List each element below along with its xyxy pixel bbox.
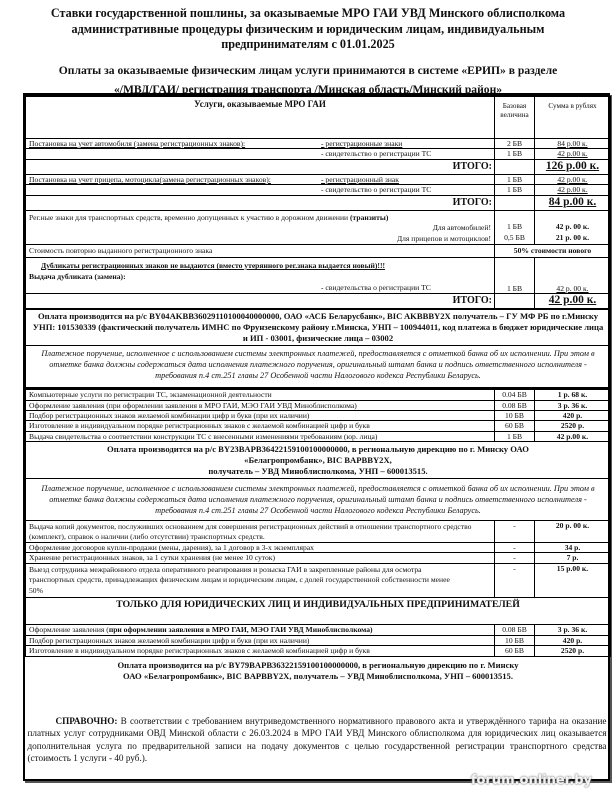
table-row: Оформление заявления (при оформлении заявления в МРО ГАИ, МЭО ГАИ УВД Миноблисполкома) 0.08 БВ 3 р. 36 к.	[26, 625, 611, 635]
car-registration-label: Постановка на учет автомобиля (замена регистрационных знаков):	[29, 139, 246, 148]
reference-note: СПРАВОЧНО: В соответствии с требованием внутриведомственного нормативного правового акта и утверждённого тарифа на оказание платных услуг сотрудниками ОВД Минской области с 26.03.2024 в МРО ГАИ УВД Минского облисполкома для юридических лиц оказывается дополнительная услуга по предварительной записи на подачу документов с целью государственной регистрации транспортного средства (стоимость 1 услуги - 40 руб.).	[27, 715, 607, 764]
table-row: Выдача копий документов, послуживших основанием для совершения регистрационных действий в отношении транспортного средство (комплект), справок о наличии (либо отсутствии) транспортных средств. - 20 р. 00 к.	[26, 521, 611, 543]
payment-details-2: Оплата производится на р/с BY23BAPB36422159100100000000, в региональную дирекцию по г. Минску ОАО «Белагропромбанк», BIC BAPBBY2X, получатель – УВД Миноблисполкома, УНП – 600013515.	[26, 442, 611, 479]
trailer-registration-label: Постановка на учет прицепа, мотоцикла(замена регистрационных знаков):	[29, 174, 271, 184]
car-total: 126 р.00 к.	[535, 159, 611, 174]
table-row: - свидетельство о регистрации ТС 1 БВ 42 р.00 к.	[26, 185, 611, 195]
table-row: Подбор регистрационных знаков желаемой комбинации цифр и букв (при их наличии) 10 БВ 420 р.	[26, 635, 611, 645]
table-row: Компьютерные услуги по регистрации ТС, экзаменационной деятельности 0.04 БВ 1 р. 68 к.	[26, 389, 611, 400]
total-row: ИТОГО: 84 р.00 к.	[26, 195, 611, 210]
table-row: Оформление заявления (при оформлении заявления в МРО ГАИ, МЭО ГАИ УВД Миноблисполкома) 0.08 БВ 3 р. 36 к.	[26, 400, 611, 410]
table-row: Постановка на учет автомобиля (замена регистрационных знаков): - регистрационные знаки 2 БВ 84 р.00 к.	[26, 139, 611, 149]
table-header-row	[26, 97, 611, 139]
trailer-total: 84 р.00 к.	[535, 195, 611, 210]
table-row: Рег.ные знаки для транспортных средств, временно допущенных к участию в дорожном движении (транзиты) Для автомобилей! Для прицепов и мотоциклов! 1 БВ 0,5 БВ 42 р. 00 к. 21 р. 00 к.	[26, 210, 611, 245]
erip-info-line1: Оплаты за оказываемые физическим лицам услуги принимаются в системе «ЕРИП» в разделе	[58, 64, 558, 77]
payment-note-1: Платежное поручение, исполненное с использованием системы электронных платежей, предоставляется с отметкой банка об их исполнении. При этом в отметке банка должны содержаться дата исполнения платежного поручения, оригинальный штамп банка и подпись ответственного исполнителя - требования п.4 ст.251 главы 27 Особенной части Налогового кодекса Республики Беларусь.	[26, 346, 611, 389]
table-row: Оформление договоров купли-продажи (мены, дарения), за 1 договор в 3-х экземплярах - 34 р.	[26, 542, 611, 552]
transit-label: Рег.ные знаки для транспортных средств, временно допущенных к участию в дорожном движении	[29, 212, 349, 222]
table-row: - свидетельство о регистрации ТС 1 БВ 42 р.00 к.	[26, 149, 611, 159]
table-row: Выдача свидетельства о соответствии конструкции ТС с внесенными изменениями требованиям (юр. лица) 1 БВ 42 р.00 к.	[26, 431, 611, 441]
total-row: ИТОГО: 42 р.00 к.	[26, 294, 611, 310]
header-base: Базовая величина	[495, 97, 535, 139]
table-row: Изготовление в индивидуальном порядке регистрационных знаков с желаемой комбинацией цифр и букв 60 БВ 2520 р.	[26, 646, 611, 656]
total-row: ИТОГО: 126 р.00 к.	[26, 159, 611, 174]
payment-note-2: Платежное поручение, исполненное с использованием системы электронных платежей, предоставляется с отметкой банка об их исполнении. При этом в отметке банка должны содержаться дата исполнения платежного поручения, оригинальный штамп банка и подпись ответственного исполнителя - требования п.4 ст.251 главы 27 Особенной части Налогового кодекса Республики Беларусь.	[26, 479, 611, 521]
header-sum: Сумма в рублях	[535, 97, 611, 139]
reissue-value: 50% стоимости нового	[495, 245, 611, 258]
header-services: Услуги, оказываемые МРО ГАИ	[26, 97, 495, 139]
fee-table	[25, 96, 611, 769]
duplicate-warning: Дубликаты регистрационных знаков не выдаются (вместо утерянного рег.знака выдается новый)!!!	[41, 261, 386, 271]
erip-info-line2: «/МВД/ГАИ/ регистрация транспорта /Минская область/Минский район»	[113, 83, 503, 96]
fee-table-frame	[23, 93, 610, 781]
table-row: Дубликаты регистрационных знаков не выдаются (вместо утерянного рег.знака выдается новый)!!! Выдача дубликата (замена): - свидетельства о регистрации ТС 1 БВ 42 р. 00 к.	[26, 258, 611, 294]
table-row	[26, 245, 611, 258]
payment-details-1: Оплата производится на р/с BY04AKBB36029110100040000000, ОАО «АСБ Беларусбанк», BIC AKBBBY2X получатель – ГУ МФ РБ по г.Минску УНП: 101530339 (фактический получатель ИМНС по Фрунзенскому району г.Минска, УНП – 100944011, код платежа в бюджет юридические лица и ИП - 03001, физические лица – 03002	[26, 309, 611, 346]
table-row: Подбор регистрационных знаков желаемой комбинации цифр и букв (при их наличии) 10 БВ 420 р.	[26, 410, 611, 420]
reference-keyword: СПРАВОЧНО:	[55, 715, 118, 726]
document-title: Ставки государственной пошлины, за оказываемые МРО ГАИ УВД Минского облисполкома административные процедуры физическим и юридическим лицам, индивидуальным предпринимателям с 01.01.2025	[50, 6, 566, 51]
table-row: Хранение регистрационных знаков, за 1 сутки хранения (не менее 10 суток) - 7 р.	[26, 553, 611, 563]
table-row: Изготовление в индивидуальном порядке регистрационных знаков с желаемой комбинацией цифр и букв 60 БВ 2520 р.	[26, 421, 611, 431]
legal-entities-heading: ТОЛЬКО ДЛЯ ЮРИДИЧЕСКИХ ЛИЦ И ИНДИВИДУАЛЬНЫХ ПРЕДПРИНИМАТЕЛЕЙ	[26, 598, 611, 625]
table-row: Постановка на учет прицепа, мотоцикла(замена регистрационных знаков): - регистрационный знак 1 БВ 42 р.00 к.	[26, 174, 611, 184]
watermark: forum.onliner.by	[470, 773, 592, 788]
reissue-label: Стоимость повторно выданного регистрационного знака	[26, 245, 495, 258]
payment-details-3: Оплата производится на р/с BY79BAPB36322159100100000000, в региональную дирекцию по г. Минску ОАО «Белагропромбанк», BIC BAPBBY2X, получатель – УВД Миноблисполкома, УНП – 600013515.	[117, 659, 519, 681]
table-row: Выезд сотрудника межрайонного отдела оперативного реагирования и розыска ГАИ в закрепленные районы для осмотра транспортных средств, принадлежащих физическим лицам и юридическим лицам, с долей государственной собственности менее 50% - 15 р.00 к.	[26, 563, 611, 598]
duplicate-total: 42 р.00 к.	[535, 294, 611, 310]
